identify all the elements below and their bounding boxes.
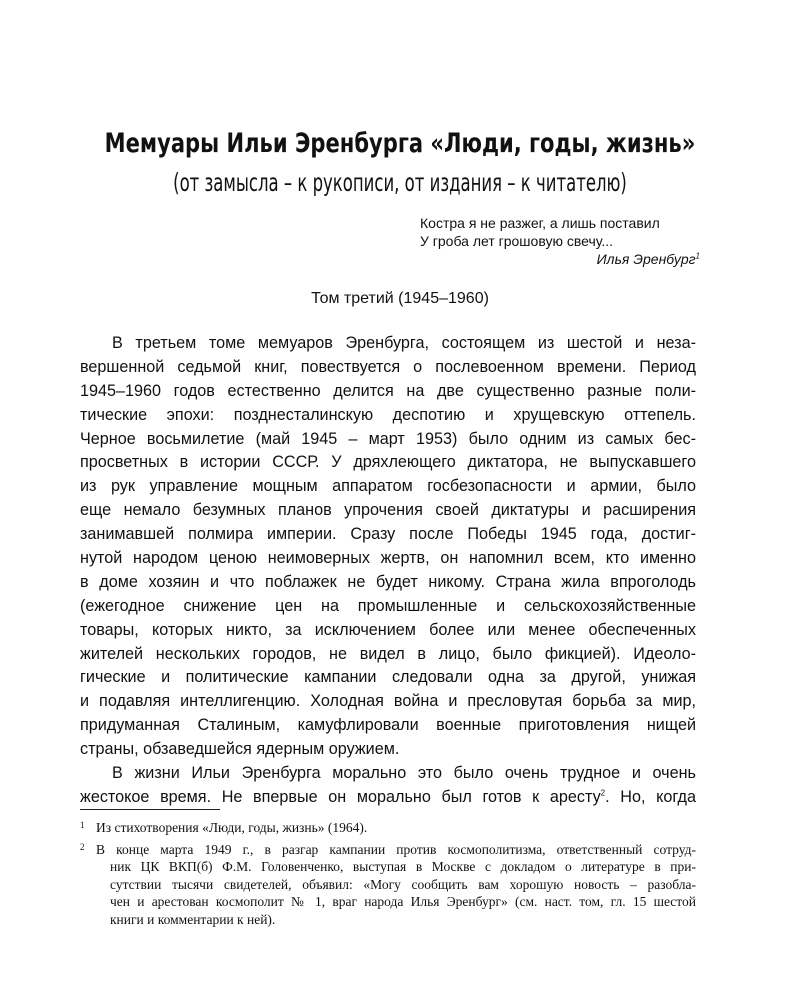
body-line: вершенной седьмой книг, повествуется о послевоенном времени. Период	[80, 357, 696, 376]
body-line: Черное восьмилетие (май 1945 – март 1953) было одним из самых бес-	[80, 429, 696, 448]
footnote-1	[80, 819, 696, 837]
body-line: и подавляя интеллигенцию. Холодная война и пресловутая борьба за мир,	[80, 692, 696, 711]
body-line: жестокое время. Не впервые он морально был готов к аресту$^2$. Но, когда	[80, 787, 696, 806]
epigraph-author	[420, 250, 700, 268]
footnote-ref-2: 2	[600, 788, 606, 798]
body-line: просветных в истории СССР. У дряхлеющего диктатора, не выпускавшего	[80, 453, 696, 472]
section-heading: Том третий (1945–1960)	[311, 290, 489, 307]
body-line: в доме хозяин и что поблажек не будет никому. Страна жила впроголодь	[80, 572, 696, 591]
footnote-2	[80, 841, 696, 929]
footnote-line: сутствии тысячи свидетелей, объявил: «Могу сообщить вам хорошую новость – разобла-	[110, 876, 696, 892]
body-line: занимавшей полмира империи. Сразу после Победы 1945 года, достиг-	[80, 525, 696, 544]
footnote-line: книги и комментарии к ней).	[110, 911, 276, 927]
body-line: (ежегодное снижение цен на промышленные и сельскохозяйственные	[80, 596, 696, 615]
page-subtitle: (от замысла – к рукописи, от издания – к читателю)	[173, 168, 627, 197]
footnote-line: чен и арестован космополит № 1, враг народа Илья Эренбург» (см. наст. том, гл. 15 шестой	[110, 894, 696, 909]
page-title: Мемуары Ильи Эренбурга «Люди, годы, жизнь»	[104, 128, 696, 159]
epigraph-line: Костра я не разжег, а лишь поставил	[420, 215, 660, 231]
body-line-part: Но, когда	[620, 787, 696, 806]
footnote-number: 1	[80, 820, 85, 830]
footnote-divider	[80, 809, 220, 810]
body-line: тические эпохи: позднесталинскую деспотию и хрущевскую оттепель.	[80, 405, 696, 424]
footnote-number: 2	[80, 841, 85, 852]
footnote-line: ник ЦК ВКП(б) Ф.М. Головенченко, выступая в Москве с докладом о литературе в при-	[110, 859, 696, 874]
epigraph-line: У гроба лет грошовую свечу...	[420, 233, 614, 249]
body-line: 1945–1960 годов естественно делится на две существенно разные поли-	[80, 381, 696, 400]
body-line: гические и политические кампании следовали одна за другой, унижая	[80, 668, 696, 687]
body-line: В жизни Ильи Эренбурга морально это было очень трудное и очень	[112, 764, 696, 783]
body-text	[80, 332, 696, 810]
footnotes	[80, 819, 696, 932]
epigraph-author-name: Илья Эренбург	[596, 251, 696, 267]
epigraph	[420, 214, 700, 268]
footnote-ref-1: 1	[695, 251, 700, 261]
body-line: из рук управление мощным аппаратом госбезопасности и армии, было	[80, 477, 696, 496]
body-line: страны, обзаведшейся ядерным оружием.	[80, 740, 400, 759]
body-line-part: жестокое время. Не впервые он морально был готов к аресту	[80, 787, 601, 806]
body-line: еще немало безумных планов упрочения своей диктатуры и расширения	[80, 501, 696, 520]
body-line: В третьем томе мемуаров Эренбурга, состоящем из шестой и неза-	[112, 334, 696, 352]
body-line: товары, которых никто, за исключением более или менее обеспеченных	[80, 620, 696, 639]
footnote-line: Из стихотворения «Люди, годы, жизнь» (1964).	[96, 820, 368, 835]
body-line: придуманная Сталиным, камуфлировали военные приготовления нищей	[80, 716, 696, 735]
body-line: жителей нескольких городов, не видел в лицо, было фикцией). Идеоло-	[80, 644, 696, 663]
body-line: нутой народом ценою неимоверных жертв, он напомнил всем, кто именно	[80, 549, 696, 568]
footnote-line: В конце марта 1949 г., в разгар кампании против космополитизма, ответственный сотруд-	[96, 841, 696, 857]
